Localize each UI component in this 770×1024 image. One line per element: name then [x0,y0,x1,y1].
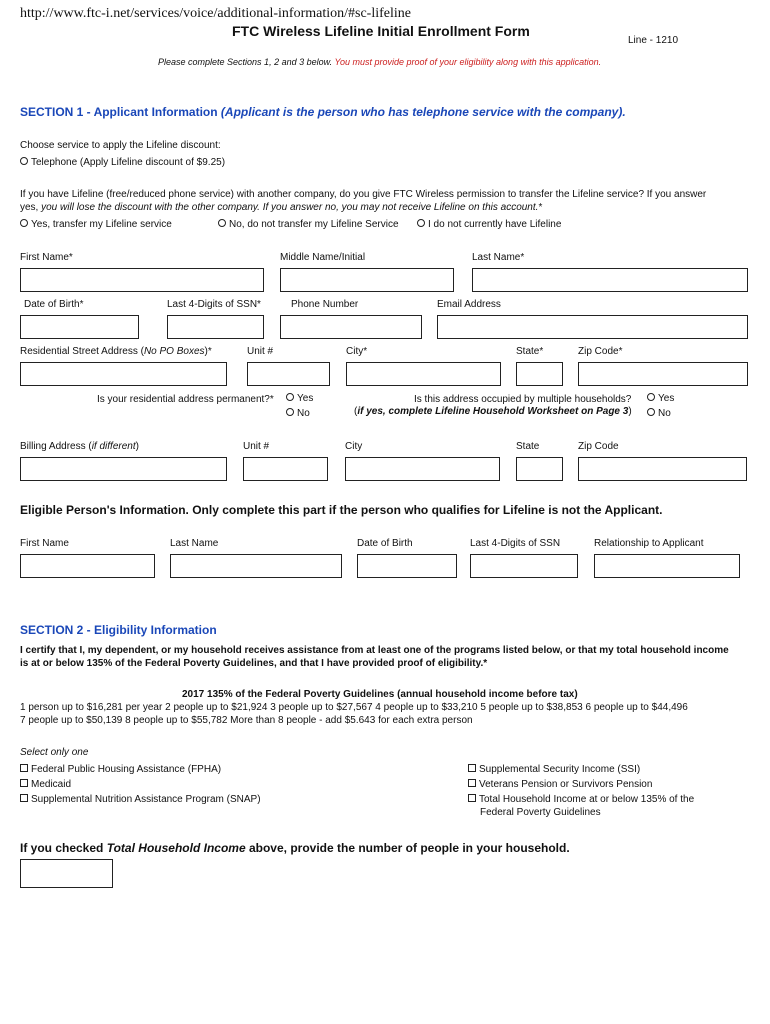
billing-city-field[interactable] [345,457,500,481]
billing-address-label [20,441,139,452]
snap-checkbox[interactable] [20,794,28,802]
income-label-line2: Federal Poverty Guidelines [480,807,601,818]
eligible-dob-label: Date of Birth [357,538,413,549]
billing-address-field[interactable] [20,457,227,481]
zip-field[interactable] [578,362,748,386]
header-url: http://www.ftc-i.net/services/voice/additional-information/#sc-lifeline [20,6,411,21]
transfer-none-option[interactable] [417,219,561,230]
unit-field[interactable] [247,362,330,386]
program-fpha[interactable] [20,764,221,775]
guidelines-line2: 7 people up to $50,139 8 people up to $55,782 More than 8 people - add $5.643 for each extra person [20,715,473,726]
guidelines-title: 2017 135% of the Federal Poverty Guidelines (annual household income before tax) [182,689,578,700]
last-name-label: Last Name* [472,252,525,263]
billing-unit-label: Unit # [243,441,270,452]
permanent-no-radio[interactable] [286,408,294,416]
transfer-no-label: No, do not transfer my Lifeline Service [229,219,399,230]
last-name-field[interactable] [472,268,748,292]
multi-note-open: ( [354,406,358,417]
city-label: City* [346,346,368,357]
transfer-no-option[interactable] [218,219,399,230]
multi-no-radio[interactable] [647,408,655,416]
transfer-yes-radio[interactable] [20,219,28,227]
form-title: FTC Wireless Lifeline Initial Enrollment Form [232,23,530,39]
income-label-line1: Total Household Income at or below 135% of the [479,794,695,805]
eligible-heading: Eligible Person's Information. Only complete this part if the person who qualifies for Lifeline is not the Applicant. [20,503,663,517]
dob-label: Date of Birth* [24,299,84,310]
billing-city-label: City [345,441,363,452]
transfer-question-line1: If you have Lifeline (free/reduced phone service) with another company, do you give FTC Wireless permission to transfer the Lifeline service? If you answer [20,189,707,200]
transfer-yes-label: Yes, transfer my Lifeline service [31,219,172,230]
eligible-ssn-label: Last 4-Digits of SSN [470,538,561,549]
ssi-label: Supplemental Security Income (SSI) [479,764,641,775]
transfer-warning-text: you will lose the discount with the other company. If you answer no, you may not receive Lifeline on this account. [41,202,539,213]
ssn-field[interactable] [167,315,264,339]
permanent-yes-label: Yes [297,393,314,404]
eligible-dob-field[interactable] [357,554,457,578]
telephone-option[interactable] [20,157,225,168]
permanent-yes-radio[interactable] [286,393,294,401]
phone-label: Phone Number [291,299,359,310]
instructions-warning: You must provide proof of your eligibility along with this application. [334,57,602,67]
certify-line2: is at or below 135% of the Federal Poverty Guidelines, and that I have provided proof of eligibility.* [20,658,488,669]
first-name-field[interactable] [20,268,264,292]
state-field[interactable] [516,362,563,386]
res-address-label [20,346,212,357]
program-medicaid[interactable] [20,779,71,790]
multi-yes-option[interactable] [647,393,674,404]
eligible-relationship-field[interactable] [594,554,740,578]
email-label: Email Address [437,299,501,310]
transfer-no-radio[interactable] [218,219,226,227]
permanent-no-label: No [297,408,310,419]
income-checkbox[interactable] [468,794,476,802]
eligible-ssn-field[interactable] [470,554,578,578]
medicaid-label: Medicaid [31,779,72,790]
billing-zip-label: Zip Code [578,441,619,452]
email-field[interactable] [437,315,748,339]
instructions [158,57,601,67]
first-name-label: First Name* [20,252,73,263]
program-income[interactable] [468,794,694,805]
middle-name-label: Middle Name/Initial [280,252,366,263]
section2-heading: SECTION 2 - Eligibility Information [20,623,217,637]
required-star: * [538,202,543,213]
res-address-label-b: No PO Boxes [143,346,205,357]
multi-no-option[interactable] [647,408,671,419]
multi-yes-radio[interactable] [647,393,655,401]
household-question [20,841,570,855]
eligible-first-name-label: First Name [20,538,69,549]
ssn-label: Last 4-Digits of SSN* [167,299,261,310]
household-count-field[interactable] [20,859,113,888]
household-q-b: Total Household Income [106,841,246,855]
permanent-no-option[interactable] [286,408,310,419]
select-only-one: Select only one [20,747,89,758]
multi-household-question: Is this address occupied by multiple households? [414,394,632,405]
transfer-yes-word: yes, [20,202,39,213]
line-number: Line - 1210 [628,35,679,46]
eligible-first-name-field[interactable] [20,554,155,578]
section1-heading [20,105,626,119]
unit-label: Unit # [247,346,274,357]
fpha-label: Federal Public Housing Assistance (FPHA) [31,764,222,775]
middle-name-field[interactable] [280,268,454,292]
snap-label: Supplemental Nutrition Assistance Program (SNAP) [31,794,261,805]
multi-note-close: ) [628,406,632,417]
certify-line1: I certify that I, my dependent, or my household receives assistance from at least one of the programs listed below, or that my total household income [20,645,729,656]
program-veterans[interactable] [468,779,652,790]
billing-label-b: if different [91,441,136,452]
fpha-checkbox[interactable] [20,764,28,772]
multi-household-note [354,406,632,417]
eligible-last-name-field[interactable] [170,554,342,578]
billing-state-label: State [516,441,540,452]
telephone-radio[interactable] [20,157,28,165]
eligible-last-name-label: Last Name [170,538,219,549]
veterans-label: Veterans Pension or Survivors Pension [479,779,653,790]
permanent-yes-option[interactable] [286,393,313,404]
telephone-option-label: Telephone (Apply Lifeline discount of $9.25) [31,157,226,168]
transfer-none-radio[interactable] [417,219,425,227]
program-ssi[interactable] [468,764,640,775]
multi-yes-label: Yes [658,393,675,404]
program-snap[interactable] [20,794,261,805]
res-address-label-a: Residential Street Address ( [20,346,144,357]
dob-field[interactable] [20,315,139,339]
permanent-question: Is your residential address permanent?* [97,394,274,405]
multi-no-label: No [658,408,671,419]
billing-label-a: Billing Address ( [20,441,92,452]
medicaid-checkbox[interactable] [20,779,28,787]
res-address-field[interactable] [20,362,227,386]
transfer-yes-option[interactable] [20,219,172,230]
phone-field[interactable] [280,315,422,339]
billing-zip-field[interactable] [578,457,747,481]
ssi-checkbox[interactable] [468,764,476,772]
choose-service-label: Choose service to apply the Lifeline discount: [20,140,221,151]
section1-note: (Applicant is the person who has telephone service with the company). [220,105,626,119]
transfer-none-label: I do not currently have Lifeline [428,219,562,230]
section1-title: SECTION 1 - Applicant Information [20,105,218,119]
eligible-relationship-label: Relationship to Applicant [594,538,704,549]
instructions-plain: Please complete Sections 1, 2 and 3 below. [158,57,333,67]
household-q-a: If you checked [20,841,104,855]
city-field[interactable] [346,362,501,386]
billing-label-c: ) [135,441,139,452]
veterans-checkbox[interactable] [468,779,476,787]
billing-unit-field[interactable] [243,457,328,481]
res-address-label-c: )* [204,346,212,357]
zip-label: Zip Code* [578,346,623,357]
transfer-question-line2 [20,202,542,213]
household-q-c: above, provide the number of people in your household. [248,841,570,855]
guidelines-line1: 1 person up to $16,281 per year 2 people up to $21,924 3 people up to $27,567 4 people up to $33,210 5 people up to $38,853 6 people up to $44,496 [20,702,688,713]
state-label: State* [516,346,544,357]
multi-note-text: if yes, complete Lifeline Household Worksheet on Page 3 [357,406,629,417]
billing-state-field[interactable] [516,457,563,481]
